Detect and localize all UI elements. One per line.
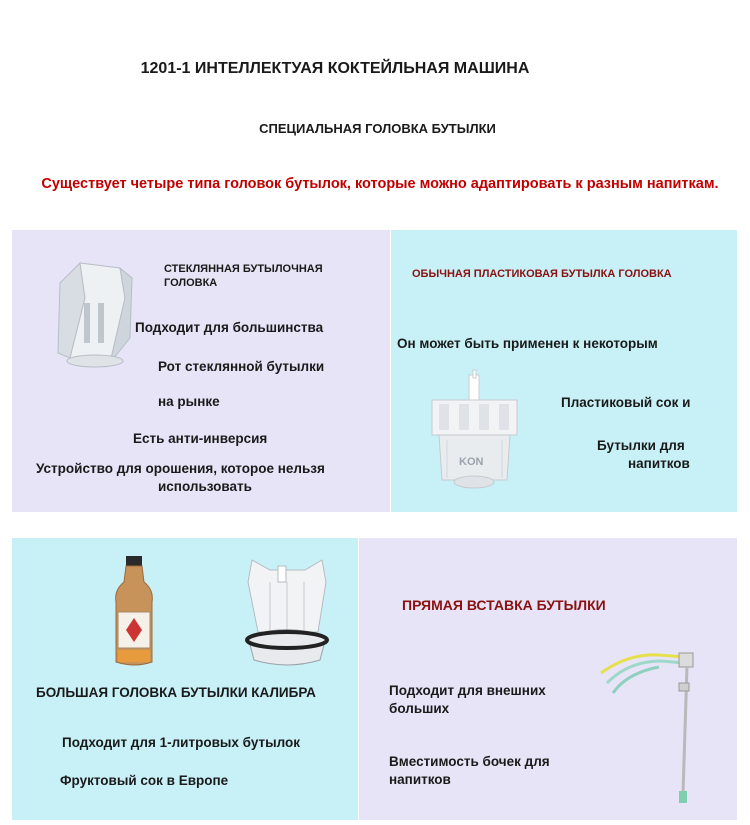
juice-bottle-image bbox=[104, 554, 164, 669]
glass-line-4: Есть анти-инверсия bbox=[133, 431, 268, 446]
dip-tube-image bbox=[599, 643, 699, 813]
direct-line-3: Вместимость бочек для bbox=[389, 754, 550, 769]
direct-line-1: Подходит для внешних bbox=[389, 683, 546, 698]
glass-bottle-head-image bbox=[50, 258, 140, 373]
page-title: 1201-1 ИНТЕЛЛЕКТУАЯ КОКТЕЙЛЬНАЯ МАШИНА bbox=[140, 60, 530, 77]
large-line-1: Подходит для 1-литровых бутылок bbox=[62, 735, 301, 750]
plastic-bottle-head-image bbox=[427, 370, 522, 495]
plastic-heading: ОБЫЧНАЯ ПЛАСТИКОВАЯ БУТЫЛКА ГОЛОВКА bbox=[412, 268, 672, 280]
glass-heading-line2: ГОЛОВКА bbox=[164, 277, 218, 289]
plastic-line-2: Пластиковый сок и bbox=[561, 395, 691, 410]
large-line-2: Фруктовый сок в Европе bbox=[60, 773, 229, 788]
glass-line-3: на рынке bbox=[158, 394, 220, 409]
large-heading: БОЛЬШАЯ ГОЛОВКА БУТЫЛКИ КАЛИБРА bbox=[36, 685, 316, 700]
glass-line-2: Рот стеклянной бутылки bbox=[158, 359, 325, 374]
panel-direct-insertion bbox=[359, 538, 737, 820]
large-bottle-head-image bbox=[240, 552, 335, 672]
plastic-line-4: напитков bbox=[628, 456, 690, 471]
plastic-line-1: Он может быть применен к некоторым bbox=[397, 336, 658, 351]
panel-plastic-bottle-head bbox=[391, 230, 737, 512]
glass-line-1: Подходит для большинства bbox=[135, 320, 324, 335]
notice-text: Существует четыре типа головок бутылок, которые можно адаптировать к разным напиткам. bbox=[41, 176, 719, 192]
page-subtitle: СПЕЦИАЛЬНАЯ ГОЛОВКА БУТЫЛКИ bbox=[259, 121, 496, 136]
plastic-cap-label: KON bbox=[459, 456, 484, 468]
glass-heading-line1: СТЕКЛЯННАЯ БУТЫЛОЧНАЯ bbox=[164, 263, 323, 275]
glass-line-6: использовать bbox=[158, 479, 252, 494]
direct-heading: ПРЯМАЯ ВСТАВКА БУТЫЛКИ bbox=[402, 597, 606, 613]
panel-large-bottle-head bbox=[12, 538, 358, 820]
plastic-line-3: Бутылки для bbox=[597, 438, 685, 453]
glass-line-5: Устройство для орошения, которое нельзя bbox=[36, 461, 325, 476]
panel-glass-bottle-head bbox=[12, 230, 390, 512]
direct-line-2: больших bbox=[389, 701, 450, 716]
direct-line-4: напитков bbox=[389, 772, 451, 787]
